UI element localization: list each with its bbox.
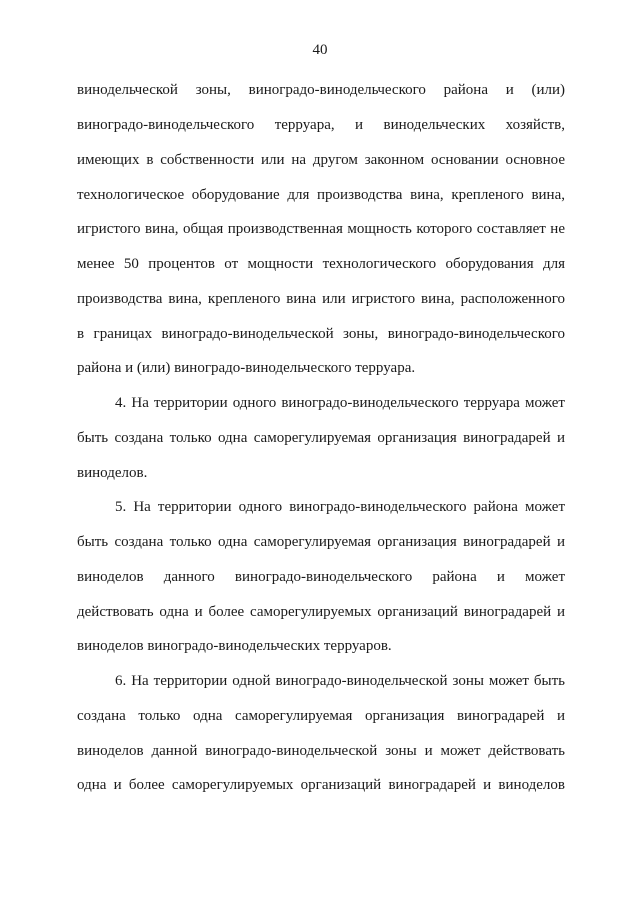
- text-line: виноделов виноградо-винодельческих терруаров.: [77, 638, 392, 654]
- text-line: производства вина, крепленого вина или игристого вина, расположенного: [77, 291, 565, 307]
- paragraph-first-line: 5. На территории одного виноградо-винодельческого района может: [115, 499, 565, 515]
- text-line: быть создана только одна саморегулируемая организация виноградарей и: [77, 430, 565, 446]
- text-line: действовать одна и более саморегулируемых организаций виноградарей и: [77, 604, 565, 620]
- text-line: имеющих в собственности или на другом законном основании основное: [77, 152, 565, 168]
- text-line: виноградо-винодельческого терруара, и винодельческих хозяйств,: [77, 117, 565, 133]
- paragraph-first-line: 6. На территории одной виноградо-винодельческой зоны может быть: [115, 673, 565, 689]
- text-line: создана только одна саморегулируемая организация виноградарей и: [77, 708, 565, 724]
- page-number: 40: [312, 42, 328, 58]
- text-line: виноделов данной виноградо-винодельческой зоны и может действовать: [77, 743, 565, 759]
- text-line: виноделов данного виноградо-винодельческого района и может: [77, 569, 565, 585]
- text-line: игристого вина, общая производственная мощность которого составляет не: [77, 221, 565, 237]
- text-line: виноделов.: [77, 465, 148, 481]
- text-line: в границах виноградо-винодельческой зоны, виноградо-винодельческого: [77, 326, 565, 342]
- paragraph-first-line: 4. На территории одного виноградо-винодельческого терруара может: [115, 395, 565, 411]
- text-line: технологическое оборудование для производства вина, крепленого вина,: [77, 187, 565, 203]
- text-line: одна и более саморегулируемых организаций виноградарей и виноделов: [77, 777, 565, 793]
- text-line: быть создана только одна саморегулируемая организация виноградарей и: [77, 534, 565, 550]
- text-line: менее 50 процентов от мощности технологического оборудования для: [77, 256, 565, 272]
- text-line: района и (или) виноградо-винодельческого терруара.: [77, 360, 416, 376]
- text-line: винодельческой зоны, виноградо-винодельческого района и (или): [77, 82, 565, 98]
